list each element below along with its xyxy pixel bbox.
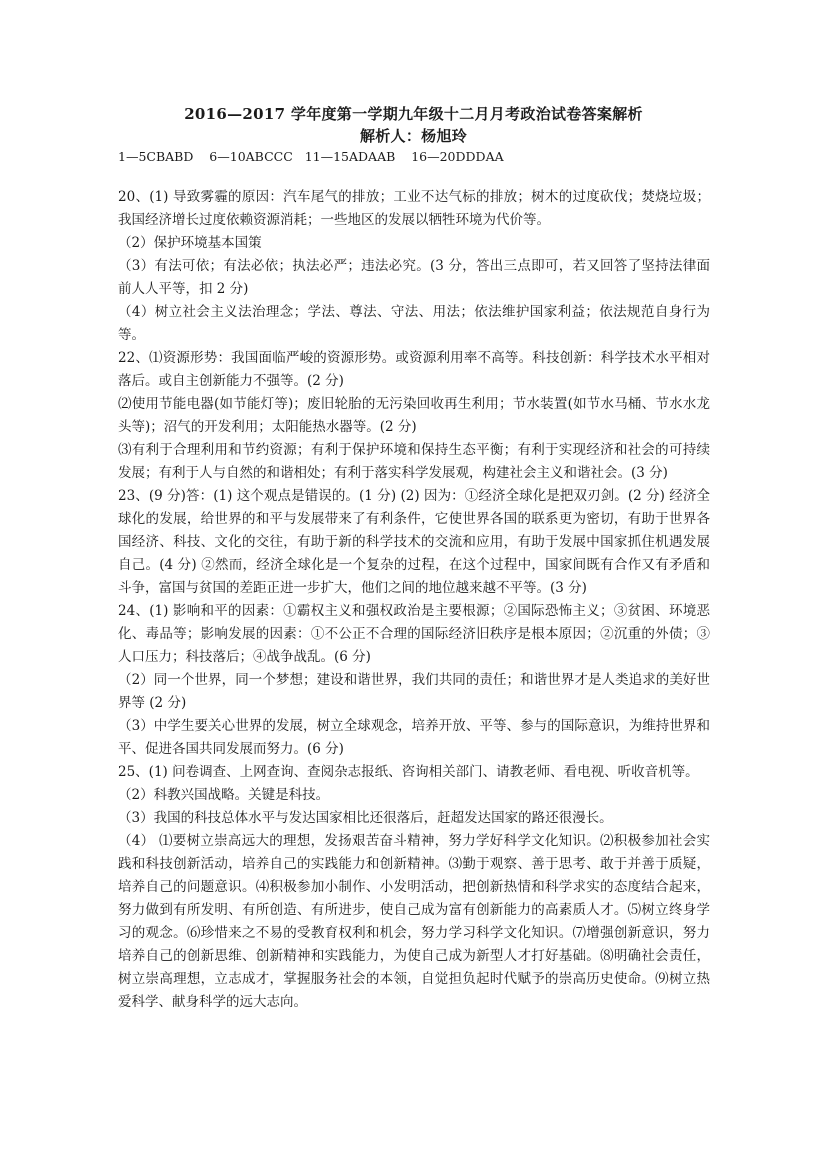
answer-paragraph: （4） ⑴要树立崇高远大的理想，发扬艰苦奋斗精神，努力学好科学文化知识。⑵积极参加社会实践和科技创新活动，培养自己的实践能力和创新精神。⑶勤于观察、善于思考、敢于并善于质疑，培养自己的问题意识。⑷积极参加小制作、小发明活动，把创新热情和科学求实的态度结合起来，努力做到有所发明、有所创造、有所进步，使自己成为富有创新能力的高素质人才。⑸树立终身学习的观念。⑹珍惜来之不易的受教育权利和机会，努力学习科学文化知识。⑺增强创新意识，努力培养自己的创新思维、创新精神和实践能力，为使自己成为新型人才打好基础。⑻明确社会责任，树立崇高理想，立志成才，掌握服务社会的本领，自觉担负起时代赋予的崇高历史使命。⑼树立热爱科学、献身科学的远大志向。	[118, 833, 710, 1010]
document-author: 解析人：杨旭玲	[359, 127, 468, 145]
answer-paragraph: ⑶有利于合理利用和节约资源；有利于保护环境和保持生态平衡；有利于实现经济和社会的可持续发展；有利于人与自然的和谐相处；有利于落实科学发展观，构建社会主义和谐社会。(3 分)	[118, 442, 710, 481]
answer-paragraph: （2）保护环境基本国策	[118, 235, 262, 251]
answer-paragraph: 24、(1) 影响和平的因素：①霸权主义和强权政治是主要根源；②国际恐怖主义；③贫困、环境恶化、毒品等；影响发展的因素：①不公正不合理的国际经济旧秩序是根本原因；②沉重的外债；③人口压力；科技落后；④战争战乱。(6 分)	[118, 603, 710, 665]
document-title: 2016—2017 学年度第一学期九年级十二月月考政治试卷答案解析	[184, 105, 643, 123]
answer-paragraph: 23、(9 分)答：(1) 这个观点是错误的。(1 分) (2) 因为：①经济全球化是把双刃剑。(2 分) 经济全球化的发展，给世界的和平与发展带来了有利条件，它使世界各国的联系更为密切，有助于世界各国经济、科技、文化的交往，有助于新的科学技术的交流和应用，有助于发展中国家抓住机遇发展自己。(4 分) ②然而，经济全球化是一个复杂的过程，在这个过程中，国家间既有合作又有矛盾和斗争，富国与贫国的差距正进一步扩大，他们之间的地位越来越不平等。(3 分)	[118, 488, 710, 596]
answer-paragraph: ⑵使用节能电器(如节能灯等)；废旧轮胎的无污染回收再生利用；节水装置(如节水马桶、节水水龙头等)；沼气的开发利用；太阳能热水器等。(2 分)	[118, 396, 710, 435]
answer-paragraph: 20、(1) 导致雾霾的原因：汽车尾气的排放；工业不达气标的排放；树木的过度砍伐；焚烧垃圾；我国经济增长过度依赖资源消耗；一些地区的发展以牺牲环境为代价等。	[118, 189, 710, 228]
answer-paragraph: （4）树立社会主义法治理念；学法、尊法、守法、用法；依法维护国家利益；依法规范自身行为等。	[118, 304, 710, 343]
choice-answers: 1—5CBABD 6—10ABCCC 11—15ADAAB 16—20DDDAA	[118, 149, 504, 164]
answer-paragraph: （3）有法可依；有法必依；执法必严；违法必究。(3 分，答出三点即可，若又回答了坚持法律面前人人平等，扣 2 分)	[118, 258, 710, 297]
answer-paragraph: 25、(1) 问卷调查、上网查询、查阅杂志报纸、咨询相关部门、请教老师、看电视、听收音机等。	[118, 764, 699, 780]
answer-body	[118, 186, 710, 1014]
answer-paragraph: （2）科教兴国战略。关键是科技。	[118, 787, 330, 803]
answer-paragraph: （3）中学生要关心世界的发展，树立全球观念，培养开放、平等、参与的国际意识，为维持世界和平、促进各国共同发展而努力。(6 分)	[118, 718, 710, 757]
answer-paragraph: （3）我国的科技总体水平与发达国家相比还很落后，赶超发达国家的路还很漫长。	[118, 810, 613, 826]
answer-paragraph: （2）同一个世界，同一个梦想；建设和谐世界，我们共同的责任；和谐世界才是人类追求的美好世界等 (2 分)	[118, 672, 710, 711]
answer-paragraph: 22、⑴资源形势：我国面临严峻的资源形势。或资源利用率不高等。科技创新：科学技术水平相对落后。或自主创新能力不强等。(2 分)	[118, 350, 710, 389]
